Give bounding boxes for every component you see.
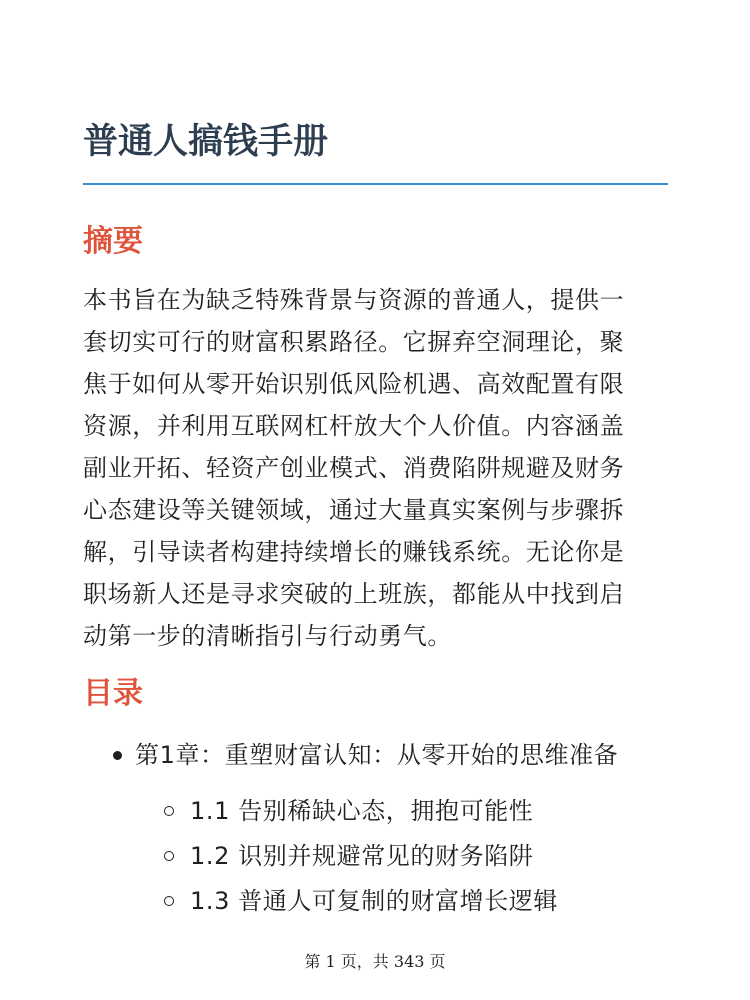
summary-line: 职场新人还是寻求突破的上班族，都能从中找到启 [83, 580, 625, 608]
title-divider [83, 183, 668, 185]
bullet-disc-icon [113, 751, 122, 760]
toc-section-label: 1.2 识别并规避常见的财务陷阱 [190, 842, 534, 870]
bullet-circle-icon [164, 896, 174, 906]
toc-section-item[interactable] [83, 789, 683, 833]
table-of-contents [83, 733, 683, 924]
toc-section-list [83, 789, 683, 923]
summary-line: 动第一步的清晰指引与行动勇气。 [83, 622, 452, 650]
page-number-footer: 第 1 页，共 343 页 [304, 952, 446, 971]
summary-line: 资源，并利用互联网杠杆放大个人价值。内容涵盖 [83, 412, 625, 440]
toc-section-item[interactable] [83, 834, 683, 878]
summary-line: 心态建设等关键领域，通过大量真实案例与步骤拆 [83, 496, 625, 524]
summary-line: 副业开拓、轻资产创业模式、消费陷阱规避及财务 [83, 454, 625, 482]
summary-line: 本书旨在为缺乏特殊背景与资源的普通人，提供一 [83, 286, 625, 314]
toc-section-item[interactable] [83, 879, 683, 923]
toc-section-label: 1.3 普通人可复制的财富增长逻辑 [190, 887, 558, 915]
bullet-circle-icon [164, 806, 174, 816]
summary-paragraph [83, 279, 673, 657]
document-title: 普通人搞钱手册 [83, 122, 329, 162]
toc-chapter-item[interactable] [83, 733, 683, 777]
toc-section-label: 1.1 告别稀缺心态，拥抱可能性 [190, 797, 534, 825]
toc-chapter-label: 第1章：重塑财富认知：从零开始的思维准备 [135, 741, 619, 769]
summary-line: 套切实可行的财富积累路径。它摒弃空洞理论，聚 [83, 328, 625, 356]
summary-heading: 摘要 [83, 224, 143, 259]
bullet-circle-icon [164, 851, 174, 861]
summary-line: 解，引导读者构建持续增长的赚钱系统。无论你是 [83, 538, 625, 566]
toc-heading: 目录 [83, 676, 143, 711]
summary-line: 焦于如何从零开始识别低风险机遇、高效配置有限 [83, 370, 625, 398]
